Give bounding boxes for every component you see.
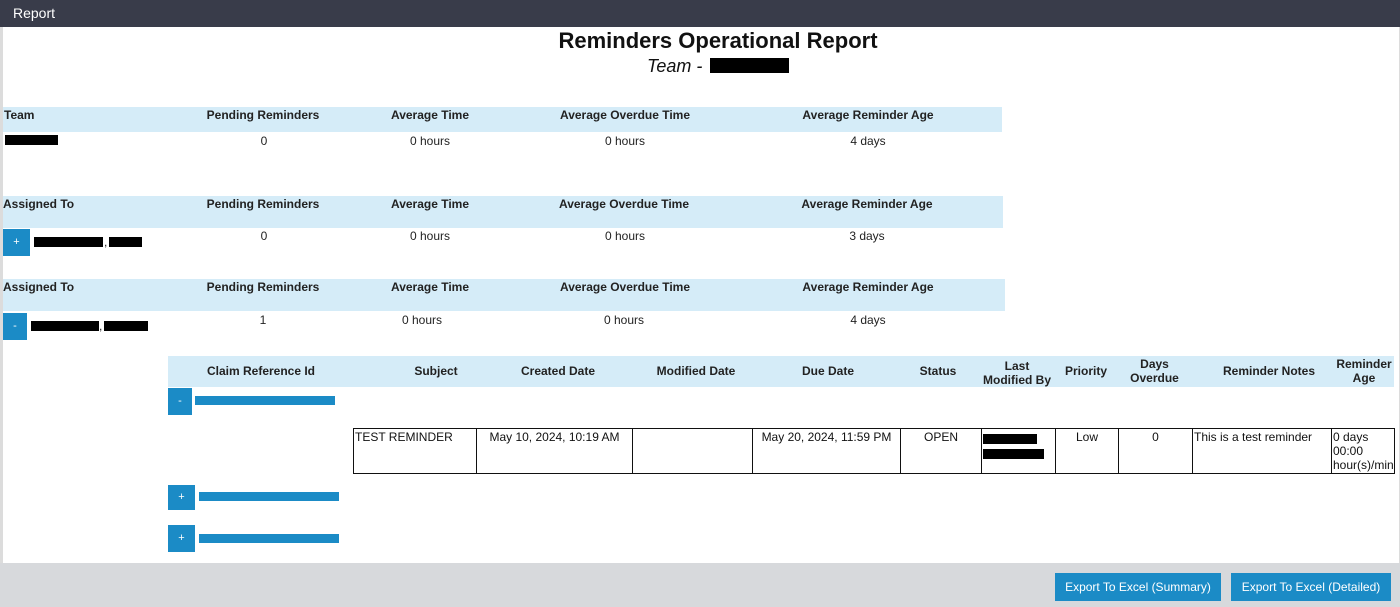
col-average-overdue-time: Average Overdue Time: [558, 197, 690, 211]
assignee-2-avg-time: 0 hours: [401, 313, 443, 327]
cell-reminder-notes: This is a test reminder: [1192, 428, 1332, 474]
redacted-assignee-1-first: [109, 237, 142, 247]
team-avg-time: 0 hours: [409, 134, 451, 148]
claim-reference-link-1[interactable]: [195, 396, 335, 405]
redacted-modifier-1: [983, 434, 1037, 444]
name-separator: ,: [104, 235, 108, 249]
cell-reminder-age: 0 days 00:00 hour(s)/min: [1333, 430, 1394, 472]
cell-days-overdue: 0: [1118, 428, 1193, 474]
collapse-assignee-2-button[interactable]: -: [3, 313, 27, 340]
team-avg-overdue: 0 hours: [604, 134, 646, 148]
assignee-1-avg-overdue: 0 hours: [604, 229, 646, 243]
export-summary-button[interactable]: Export To Excel (Summary): [1055, 573, 1221, 601]
col-average-reminder-age: Average Reminder Age: [802, 108, 934, 122]
col-status: Status: [919, 364, 957, 378]
assignee-2-avg-age: 4 days: [850, 313, 886, 327]
redacted-assignee-2-first: [104, 321, 148, 331]
name-separator: ,: [99, 319, 103, 333]
claim-reference-link-2[interactable]: [199, 492, 339, 501]
redacted-team: [5, 135, 58, 145]
assignee-1-avg-time: 0 hours: [409, 229, 451, 243]
col-average-reminder-age: Average Reminder Age: [801, 197, 933, 211]
col-modified-date: Modified Date: [656, 364, 736, 378]
expand-claim-2-button[interactable]: +: [168, 485, 195, 510]
redacted-team-name: [710, 58, 789, 73]
team-pending: 0: [260, 134, 268, 148]
col-claim-reference-id: Claim Reference Id: [206, 364, 316, 378]
cell-due-date: May 20, 2024, 11:59 PM: [752, 428, 901, 474]
col-average-time: Average Time: [390, 197, 470, 211]
assignee-2-pending: 1: [259, 313, 267, 327]
col-average-time: Average Time: [390, 108, 470, 122]
col-average-reminder-age: Average Reminder Age: [802, 280, 934, 294]
redacted-assignee-1-last: [34, 237, 103, 247]
window-title: Report: [13, 5, 56, 21]
team-subtitle: [647, 56, 702, 77]
col-average-overdue-time: Average Overdue Time: [559, 108, 691, 122]
col-assigned-to: Assigned To: [3, 197, 75, 211]
collapse-claim-1-button[interactable]: -: [168, 388, 192, 415]
assignee-1-pending: 0: [260, 229, 268, 243]
col-due-date: Due Date: [801, 364, 854, 378]
assignee-2-avg-overdue: 0 hours: [603, 313, 645, 327]
col-pending-reminders: Pending Reminders: [206, 280, 320, 294]
col-subject: Subject: [414, 364, 458, 378]
redacted-assignee-2-last: [31, 321, 99, 331]
col-reminder-notes: Reminder Notes: [1222, 364, 1316, 378]
export-detailed-button[interactable]: Export To Excel (Detailed): [1231, 573, 1391, 601]
col-last-modified-by: Last Modified By: [983, 359, 1051, 387]
cell-modified-date: [632, 428, 753, 474]
title-bar: [0, 0, 1400, 27]
col-pending-reminders: Pending Reminders: [206, 197, 320, 211]
team-prefix: Team -: [647, 56, 703, 76]
expand-claim-3-button[interactable]: +: [168, 525, 195, 552]
col-pending-reminders: Pending Reminders: [206, 108, 320, 122]
expand-assignee-1-button[interactable]: +: [3, 229, 30, 256]
col-average-overdue-time: Average Overdue Time: [559, 280, 691, 294]
cell-priority: Low: [1055, 428, 1119, 474]
team-avg-age: 4 days: [850, 134, 886, 148]
col-created-date: Created Date: [520, 364, 596, 378]
col-priority: Priority: [1064, 364, 1107, 378]
col-reminder-age: Reminder Age: [1336, 357, 1392, 385]
col-average-time: Average Time: [390, 280, 470, 294]
report-title: Reminders Operational Report: [558, 28, 878, 53]
col-team: Team: [4, 108, 35, 122]
col-assigned-to: Assigned To: [3, 280, 75, 294]
assignee-1-avg-age: 3 days: [849, 229, 885, 243]
col-days-overdue: Days Overdue: [1130, 357, 1179, 385]
claim-reference-link-3[interactable]: [199, 534, 339, 543]
redacted-modifier-2: [983, 449, 1044, 459]
cell-status: OPEN: [900, 428, 982, 474]
cell-subject: TEST REMINDER: [353, 428, 477, 474]
cell-created-date: May 10, 2024, 10:19 AM: [476, 428, 633, 474]
